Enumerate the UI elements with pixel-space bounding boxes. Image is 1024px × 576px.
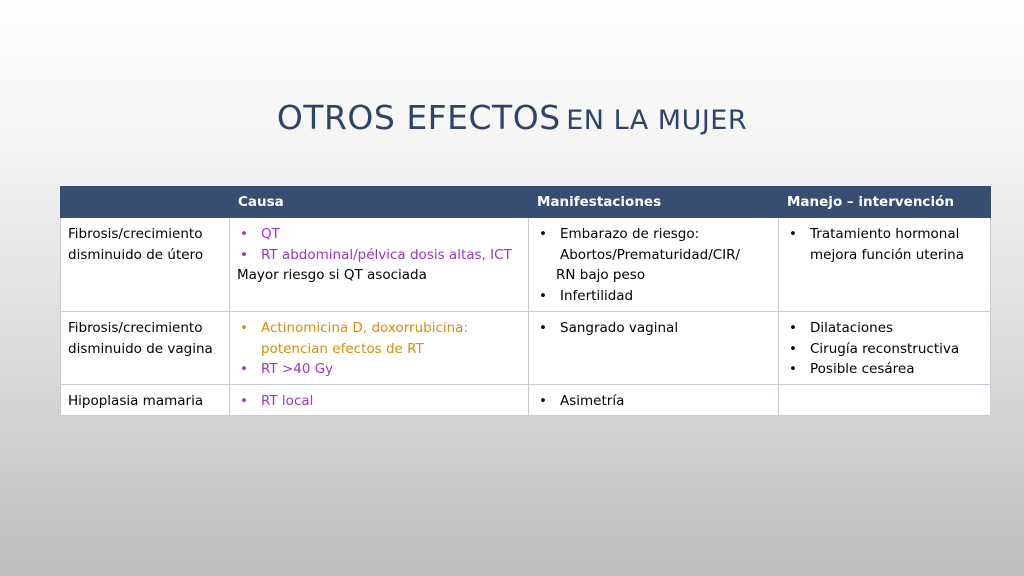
slide-title — [0, 98, 1024, 137]
cause-item: • RT local — [237, 391, 521, 412]
cause-item: • RT abdominal/pélvica dosis altas, ICT — [237, 245, 521, 266]
condition-cell — [61, 384, 230, 416]
header-manejo: Manejo – intervención — [779, 187, 991, 218]
cause-item: • QT — [237, 224, 521, 245]
header-causa: Causa — [230, 187, 529, 218]
management-cell — [779, 312, 991, 385]
management-cell — [779, 384, 991, 416]
header-manifestaciones: Manifestaciones — [529, 187, 779, 218]
table-row-vagina — [61, 312, 991, 385]
management-item: • Dilataciones — [786, 318, 983, 339]
manifestation-item: • Sangrado vaginal — [536, 318, 771, 339]
manifestation-item: • Asimetría — [536, 391, 771, 412]
cause-item: • RT >40 Gy — [237, 359, 521, 380]
manifestation-item: • Infertilidad — [536, 286, 771, 307]
cause-cell — [230, 218, 529, 312]
condition-label: Fibrosis/crecimiento disminuido de útero — [68, 226, 204, 263]
table-header-row — [61, 187, 991, 218]
manifestations-cell — [529, 312, 779, 385]
management-item: • Tratamiento hormonal mejora función uterina — [786, 224, 983, 265]
cause-item: • Actinomicina D, doxorrubicina: potencian efectos de RT — [237, 318, 521, 359]
manifestation-item: • Embarazo de riesgo: Abortos/Prematuridad/CIR/ — [536, 224, 771, 265]
manifestation-continuation: RN bajo peso — [556, 267, 646, 283]
condition-cell — [61, 312, 230, 385]
manifestations-cell — [529, 218, 779, 312]
manifestations-cell — [529, 384, 779, 416]
cause-cell — [230, 312, 529, 385]
condition-label: Hipoplasia mamaria — [68, 392, 204, 409]
condition-label: Fibrosis/crecimiento disminuido de vagina — [68, 320, 213, 357]
cause-note: Mayor riesgo si QT asociada — [237, 267, 427, 283]
slide-title-part2: EN LA MUJER — [566, 105, 748, 136]
header-empty — [61, 187, 230, 218]
condition-cell — [61, 218, 230, 312]
effects-table — [60, 186, 991, 416]
cause-cell — [230, 384, 529, 416]
management-item: • Cirugía reconstructiva — [786, 339, 983, 360]
table-row-mamaria — [61, 384, 991, 416]
table-row-utero — [61, 218, 991, 312]
management-item: • Posible cesárea — [786, 359, 983, 380]
management-cell — [779, 218, 991, 312]
slide-title-part1: OTROS EFECTOS — [276, 98, 561, 137]
